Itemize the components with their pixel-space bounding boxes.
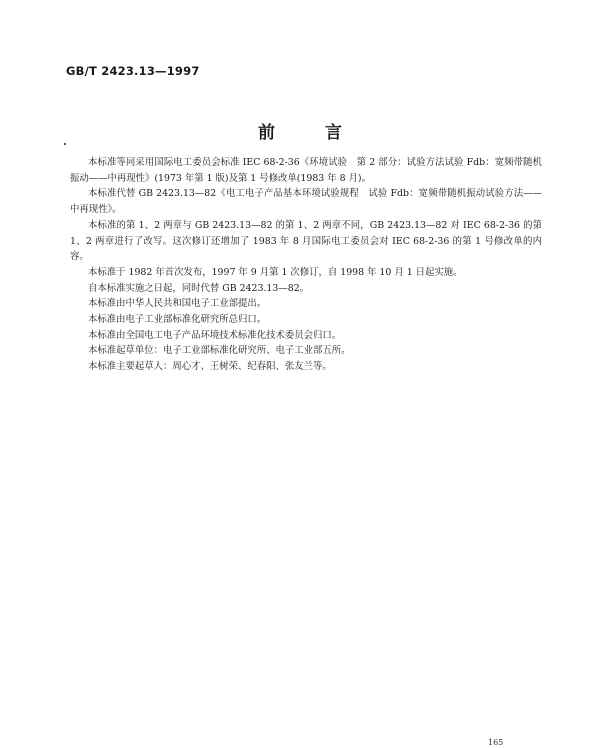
paragraph-technical-committee: 本标准由全国电工电子产品环境技术标准化技术委员会归口。 [88, 329, 342, 341]
paragraph-adoption: 本标准等同采用国际电工委员会标准 IEC 68-2-36《环境试验 第 2 部分：试验方法试验 Fdb：宽频带随机振动——中再现性》(1973 年第 1 版)及第 1 号修改单(1983 年 8 月)。 [70, 157, 542, 184]
bullet-dot [64, 143, 66, 145]
paragraph-drafters: 本标准主要起草人：周心才、王树荣、纪春阳、张友兰等。 [88, 361, 332, 373]
standard-code: GB/T 2423.13—1997 [66, 64, 200, 78]
paragraph-drafting-units: 本标准起草单位：电子工业部标准化研究所、电子工业部五所。 [88, 345, 351, 357]
paragraph-proposed-by: 本标准由中华人民共和国电子工业部提出。 [88, 298, 267, 310]
paragraph-changes: 本标准的第 1、2 两章与 GB 2423.13—82 的第 1、2 两章不同，GB 2423.13—82 对 IEC 68-2-36 的第 1、2 两章进行了改写。这次修订还增加了 1983 年 8 月国际电工委员会对 IEC 68-2-36 的第 1 号修改单的内容。 [70, 219, 542, 263]
page-number: 165 [488, 738, 504, 747]
paragraph-supersede: 自本标准实施之日起，同时代替 GB 2423.13—82。 [88, 282, 310, 294]
page-title: 前 言 [258, 123, 364, 143]
foreword-body [70, 155, 542, 375]
paragraph-centralized-by: 本标准由电子工业部标准化研究所总归口。 [88, 314, 267, 326]
paragraph-history: 本标准于 1982 年首次发布，1997 年 9 月第 1 次修订，自 1998 年 10 月 1 日起实施。 [88, 266, 463, 278]
paragraph-replacement: 本标准代替 GB 2423.13—82《电工电子产品基本环境试验规程 试验 Fdb：宽频带随机振动试验方法——中再现性》。 [70, 188, 542, 216]
